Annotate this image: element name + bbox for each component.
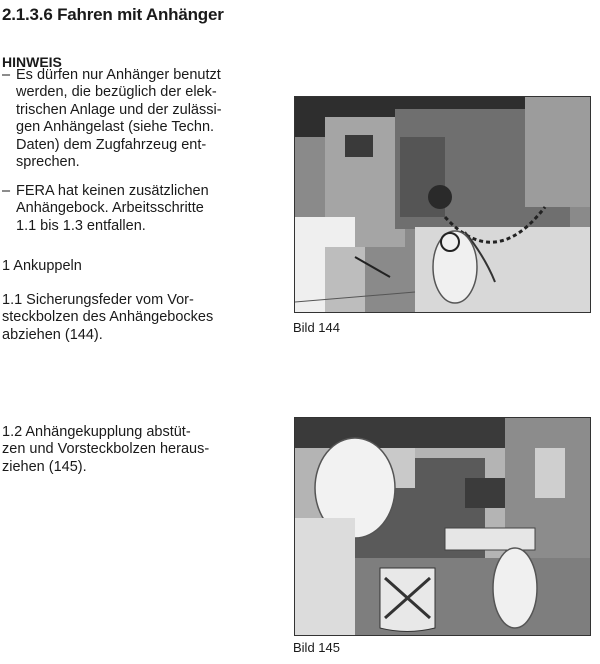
bullet-text: Es dürfen nur Anhänger benutzt werden, die bezüglich der elek- trischen Anlage und der zulässi- gen Anhängelast (siehe Techn. Daten) dem Zugfahrzeug ent- sprechen. — [16, 67, 222, 171]
trailer-hitch-illustration — [295, 97, 590, 312]
step-1-2: 1.2 Anhängekupplung abstüt- zen und Vorsteckbolzen heraus- ziehen (145). — [2, 424, 210, 475]
hitch-coupling-illustration — [295, 418, 590, 635]
figure-144-photo — [294, 96, 591, 313]
figure-145-caption: Bild 145 — [293, 640, 340, 655]
figure-144-caption: Bild 144 — [293, 320, 340, 335]
bullet-dash: – — [2, 183, 11, 199]
bullet-text: FERA hat keinen zusätzlichen Anhängebock. Arbeitsschritte 1.1 bis 1.3 entfallen. — [16, 183, 209, 234]
section-title: 2.1.3.6 Fahren mit Anhänger — [2, 5, 224, 24]
figure-145-photo — [294, 417, 591, 636]
hinweis-heading: HINWEIS — [2, 54, 62, 70]
bullet-dash: – — [2, 67, 11, 83]
step-ankuppeln: 1 Ankuppeln — [2, 258, 82, 274]
step-1-1: 1.1 Sicherungsfeder vom Vor- steckbolzen des Anhängebockes abziehen (144). — [2, 292, 214, 343]
